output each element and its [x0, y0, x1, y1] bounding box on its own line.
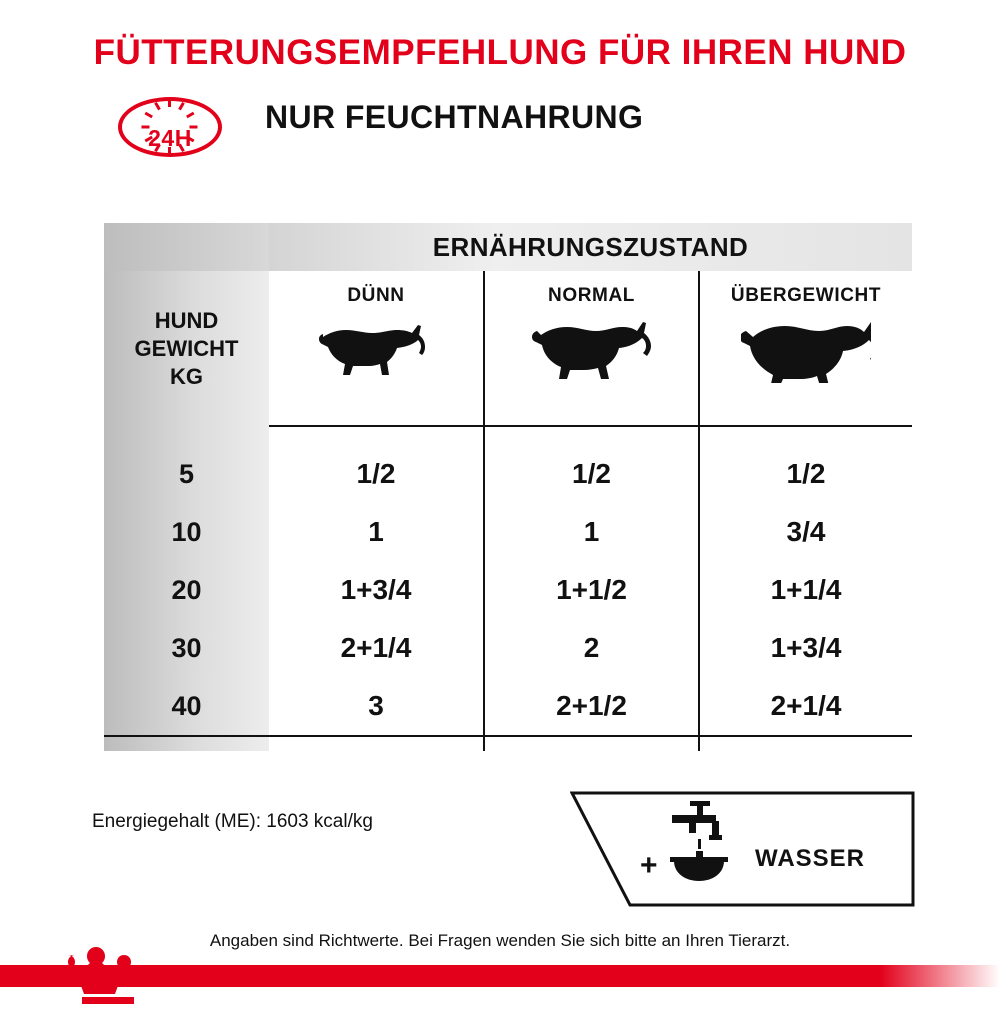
weight-column-header: HUND GEWICHT KG [104, 271, 269, 427]
cell-normal: 2+1/2 [484, 677, 699, 736]
subheader [0, 95, 1000, 169]
cell-thin: 2+1/4 [269, 619, 484, 677]
water-callout [570, 791, 915, 907]
cell-thin: 1 [269, 503, 484, 561]
row-weight: 5 [104, 445, 269, 503]
row-weight: 20 [104, 561, 269, 619]
cell-overweight: 1+3/4 [699, 619, 912, 677]
table-row [104, 561, 912, 619]
condition-header-overweight: ÜBERGEWICHT [699, 271, 912, 426]
spacer-normal [484, 427, 699, 445]
water-label: WASSER [755, 845, 866, 872]
condition-header-normal: NORMAL [484, 271, 699, 426]
badge-label: 24H [148, 125, 192, 151]
table-bottom-row [104, 736, 912, 751]
cell-normal: 1+1/2 [484, 561, 699, 619]
royal-canin-crown-icon [62, 945, 154, 1007]
clock-24h-icon [118, 97, 224, 159]
table-band-row [104, 223, 912, 271]
cell-normal: 1 [484, 503, 699, 561]
cell-overweight: 3/4 [699, 503, 912, 561]
bottom-normal [484, 736, 699, 751]
cell-overweight: 2+1/4 [699, 677, 912, 736]
table-spacer-row [104, 427, 912, 445]
row-weight: 30 [104, 619, 269, 677]
weight-col-spacer [104, 427, 269, 445]
spacer-overweight [699, 427, 912, 445]
row-weight: 10 [104, 503, 269, 561]
cell-normal: 2 [484, 619, 699, 677]
weight-col-bottom [104, 736, 269, 751]
nutritional-status-band: ERNÄHRUNGSZUSTAND [269, 223, 912, 271]
cell-thin: 3 [269, 677, 484, 736]
faucet-water-icon [662, 799, 736, 888]
normal-dog-icon [485, 317, 698, 389]
table-header-row [104, 271, 912, 426]
plus-sign: + [640, 849, 658, 882]
energy-note: Energiegehalt (ME): 1603 kcal/kg [92, 811, 373, 832]
page-title: FÜTTERUNGSEMPFEHLUNG FÜR IHREN HUND [93, 33, 907, 72]
spacer-thin [269, 427, 484, 445]
overweight-dog-icon [700, 317, 912, 389]
condition-header-thin: DÜNN [269, 271, 484, 426]
disclaimer: Angaben sind Richtwerte. Bei Fragen wenden Sie sich bitte an Ihren Tierarzt. [209, 931, 791, 950]
cell-overweight: 1+1/4 [699, 561, 912, 619]
table-row [104, 445, 912, 503]
bottom-thin [269, 736, 484, 751]
feeding-table [104, 223, 912, 751]
cell-normal: 1/2 [484, 445, 699, 503]
table-row [104, 619, 912, 677]
cell-thin: 1/2 [269, 445, 484, 503]
cell-overweight: 1/2 [699, 445, 912, 503]
band-left-spacer [104, 223, 269, 271]
table-row [104, 503, 912, 561]
table-row [104, 677, 912, 736]
cell-thin: 1+3/4 [269, 561, 484, 619]
row-weight: 40 [104, 677, 269, 736]
thin-dog-icon [269, 317, 483, 389]
page-left-edge [0, 33, 16, 1033]
subtitle: NUR FEUCHTNAHRUNG [265, 99, 644, 135]
bottom-overweight [699, 736, 912, 751]
